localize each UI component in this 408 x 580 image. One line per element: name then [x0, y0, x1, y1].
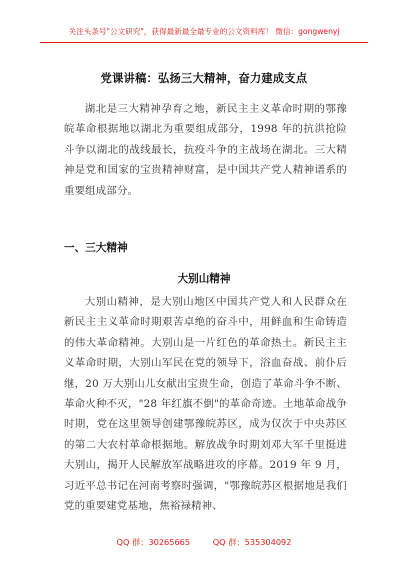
- sub-heading: 大别山精神: [177, 273, 231, 285]
- header-divider: [40, 42, 368, 43]
- footer: [40, 537, 368, 548]
- document-title: 党课讲稿：弘扬三大精神，奋力建成支点: [100, 72, 308, 85]
- header-note: 关注头条号"公文研究"，获得最新最全最专业的公文资料库！ 微信：gongwenyj: [68, 27, 340, 36]
- section-heading: 一、三大精神: [64, 242, 128, 254]
- footer-qq-group-2: QQ 群：535304092: [212, 537, 292, 547]
- dabie-paragraph: 大别山精神，是大别山地区中国共产党人和人民群众在新民主主义革命时期艰苦卓绝的奋斗中，用鲜血和生命铸造的伟大革命精神。大别山是一片红色的革命热土。新民主主义革命时期，大别山军民在党的领导下，浴血奋战、前仆后继，20 万大别山儿女献出宝贵生命，创造了革命斗争不断、革命火种不灭，"28 年红旗不倒"的革命奇迹。土地革命战争时期，党在这里领导创建鄂豫皖苏区，成为仅次于中央苏区的第二大农村革命根据地。解放战争时期刘邓大军千里挺进大别山，揭开人民解放军战略进攻的序幕。2019 年 9 月，习近平总书记在河南考察时强调，"鄂豫皖苏区根据地是我们党的重要建党基地，焦裕禄精神、: [64, 296, 347, 513]
- intro-paragraph: 湖北是三大精神孕育之地，新民主主义革命时期的鄂豫皖革命根据地以湖北为重要组成部分，1998 年的抗洪抢险斗争以湖北的战线最长，抗疫斗争的主战场在湖北。三大精神是党和国家的宝贵精神财富，是中国共产党人精神谱系的重要组成部分。: [64, 103, 347, 197]
- footer-qq-group-1: QQ 群：30265665: [116, 537, 191, 547]
